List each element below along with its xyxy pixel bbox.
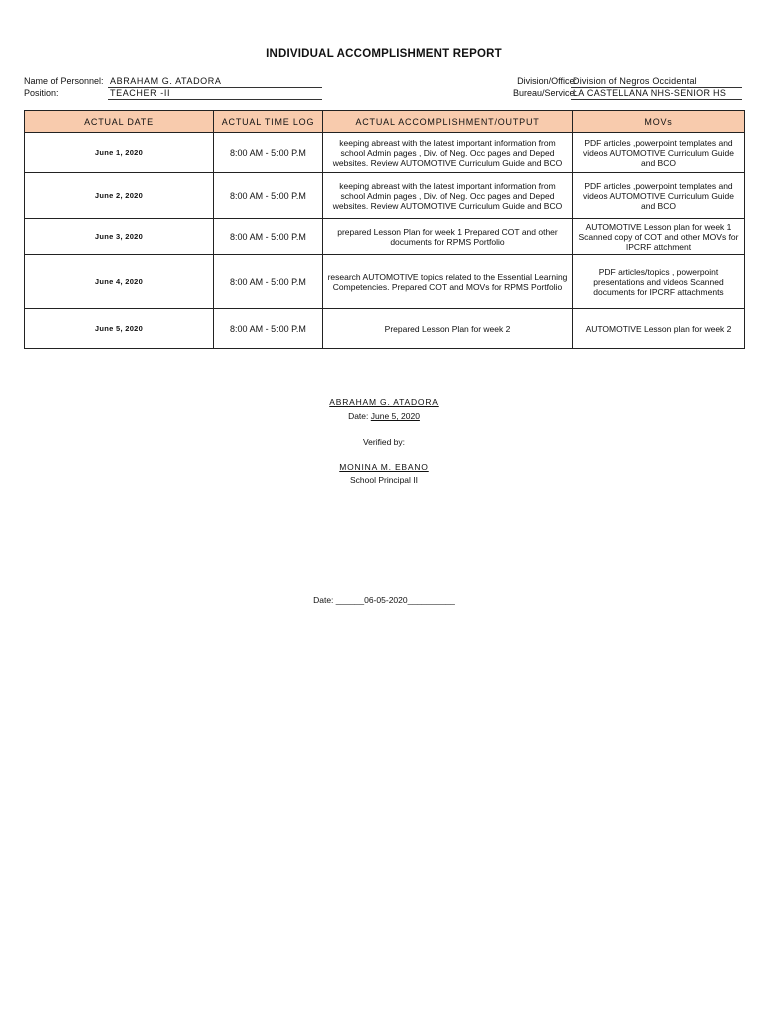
header-movs: MOVs	[573, 111, 745, 133]
movs-cell: PDF articles/topics , powerpoint presentations and videos Scanned documents for IPCRF attachments	[573, 255, 745, 309]
table-row	[25, 133, 745, 173]
movs-cell: AUTOMOTIVE Lesson plan for week 2	[573, 309, 745, 349]
name-value: ABRAHAM G. ATADORA	[108, 76, 322, 88]
verifier-title: School Principal II	[349, 475, 419, 485]
accomplishment-cell: research AUTOMOTIVE topics related to the Essential Learning Competencies. Prepared COT and MOVs for RPMS Portfolio	[323, 255, 573, 309]
date-cell: June 4, 2020	[25, 255, 214, 309]
accomplishment-cell: keeping abreast with the latest important information from school Admin pages , Div. of Neg. Occ pages and Deped websites. Review AUTOMOTIVE Curriculum Guide and BCO	[323, 133, 573, 173]
verified-by-label: Verified by:	[362, 437, 406, 447]
movs-cell: PDF articles ,powerpoint templates and videos AUTOMOTIVE Curriculum Guide and BCO	[573, 173, 745, 219]
time-cell: 8:00 AM - 5:00 P.M	[214, 309, 323, 349]
time-cell: 8:00 AM - 5:00 P.M	[214, 219, 323, 255]
position-value: TEACHER -II	[108, 88, 322, 100]
division-label: Division/Office:	[517, 76, 577, 86]
verifier-name: MONINA M. EBANO	[339, 462, 429, 472]
signature-date-value: June 5, 2020	[370, 411, 420, 421]
report-title: INDIVIDUAL ACCOMPLISHMENT REPORT	[266, 48, 502, 60]
header-accomplishment: ACTUAL ACCOMPLISHMENT/OUTPUT	[323, 111, 573, 133]
division-value: Division of Negros Occidental	[571, 76, 742, 88]
table-header-row	[25, 111, 745, 133]
accomplishment-table	[24, 110, 745, 349]
table-row	[25, 219, 745, 255]
date-cell: June 1, 2020	[25, 133, 214, 173]
time-cell: 8:00 AM - 5:00 P.M	[214, 255, 323, 309]
bureau-value: LA CASTELLANA NHS-SENIOR HS	[571, 88, 742, 100]
movs-cell: PDF articles ,powerpoint templates and videos AUTOMOTIVE Curriculum Guide and BCO	[573, 133, 745, 173]
table-row	[25, 173, 745, 219]
header-actual-time-log: ACTUAL TIME LOG	[214, 111, 323, 133]
table-row	[25, 255, 745, 309]
time-cell: 8:00 AM - 5:00 P.M	[214, 133, 323, 173]
movs-cell: AUTOMOTIVE Lesson plan for week 1 Scanned copy of COT and other MOVs for IPCRF attchment	[573, 219, 745, 255]
signatory-name: ABRAHAM G. ATADORA	[329, 397, 439, 407]
position-label: Position:	[24, 88, 59, 98]
accomplishment-cell: prepared Lesson Plan for week 1 Prepared COT and other documents for RPMS Portfolio	[323, 219, 573, 255]
name-label: Name of Personnel:	[24, 76, 104, 86]
accomplishment-cell: keeping abreast with the latest important information from school Admin pages , Div. of Neg. Occ pages and Deped websites. Review AUTOMOTIVE Curriculum Guide and BCO	[323, 173, 573, 219]
date-cell: June 5, 2020	[25, 309, 214, 349]
signature-date-label: Date:	[348, 411, 369, 421]
signature-date	[0, 411, 768, 421]
footer-date-line: Date: ______06-05-2020__________	[313, 595, 455, 605]
signatory-name-wrap	[0, 397, 768, 407]
office-info	[470, 76, 750, 106]
date-cell: June 3, 2020	[25, 219, 214, 255]
accomplishment-cell: Prepared Lesson Plan for week 2	[323, 309, 573, 349]
bureau-label: Bureau/Service:	[512, 88, 577, 98]
time-cell: 8:00 AM - 5:00 P.M	[214, 173, 323, 219]
header-actual-date: ACTUAL DATE	[25, 111, 214, 133]
date-cell: June 2, 2020	[25, 173, 214, 219]
verifier-name-wrap	[0, 462, 768, 472]
personnel-info	[24, 76, 324, 106]
table-row	[25, 309, 745, 349]
